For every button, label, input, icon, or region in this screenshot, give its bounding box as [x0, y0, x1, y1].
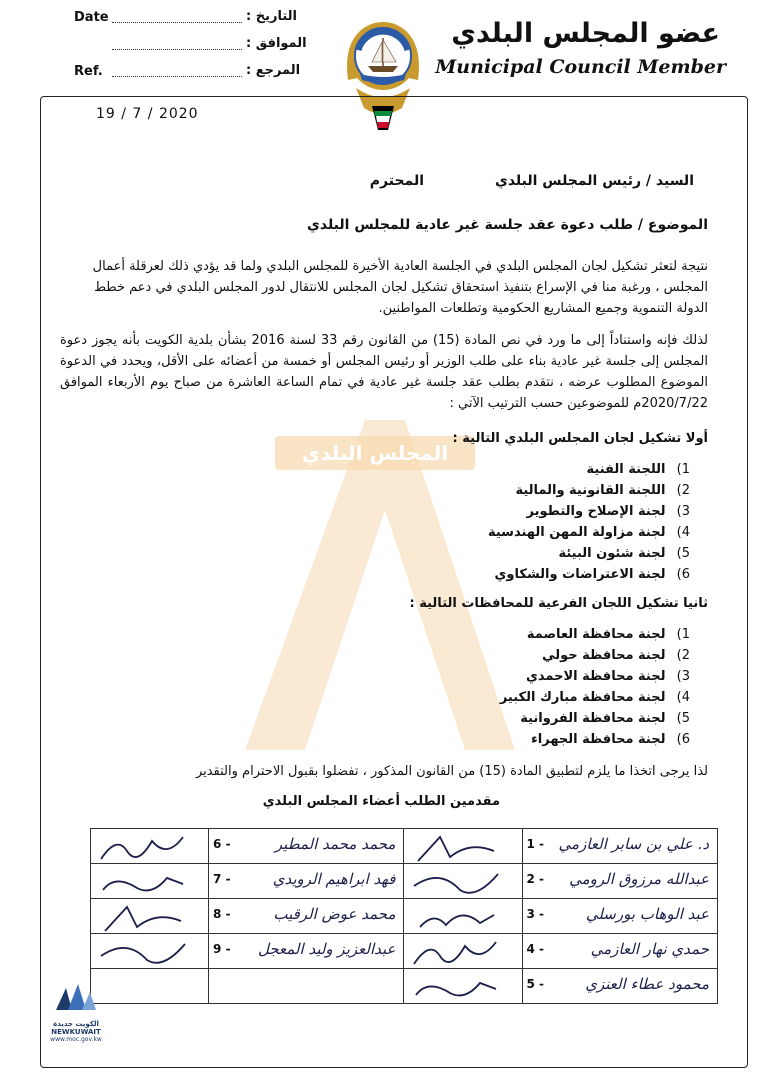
list-item-number: 5)	[676, 711, 690, 726]
signature-cell	[91, 899, 209, 934]
member-handwritten-name: عبدالعزيز وليد المعجل	[257, 940, 396, 958]
list-item	[290, 666, 690, 687]
new-kuwait-logo-icon	[46, 980, 106, 1016]
signature-cell	[91, 969, 209, 1004]
member-number: 2 -	[526, 872, 545, 886]
member-name-cell	[522, 899, 717, 934]
table-row	[91, 829, 718, 864]
table-row	[91, 899, 718, 934]
brand-title-en: Municipal Council Member	[435, 56, 726, 78]
list-item	[290, 729, 690, 750]
signature-icon	[410, 936, 500, 970]
member-name-cell	[522, 969, 717, 1004]
signature-icon	[97, 901, 187, 935]
signature-icon	[97, 936, 187, 970]
list-item-text: لجنة مزاولة المهن الهندسية	[487, 525, 666, 540]
date-line	[112, 22, 242, 23]
list-item	[290, 501, 690, 522]
corresponding-line	[112, 49, 242, 50]
table-row	[91, 934, 718, 969]
section2-title: ثانيا تشكيل اللجان الفرعية للمحافظات التالية :	[409, 596, 708, 611]
paragraph-intro: نتيجة لتعثر تشكيل لجان المجلس البلدي في الجلسة العادية الأخيرة للمجلس البلدي ولما قد يؤدي ذلك لعرقلة أعمال المجلس ، ورغبة منا في الإسراع بتنفيذ استحقاق تشكيل لجان المجلس للانتقال لدور المجلس البلدي في دعم خطط الدولة التنموية وجميع المشاريع الحكومية وتطلعات المواطنين.	[92, 259, 708, 316]
signature-cell	[91, 864, 209, 899]
list-item	[290, 564, 690, 585]
addressee-name: السيد / رئيس المجلس البلدي	[495, 173, 694, 189]
paragraph-legal-basis: لذلك فإنه واستناداً إلى ما ورد في نص المادة (15) من القانون رقم 33 لسنة 2016 بشأن بلدية الكويت بأنه يجوز دعوة المجلس إلى جلسة غير عادية بناء على طلب الوزير أو رئيس المجلس أو خمسة من أعضائه على الأقل، ويحدد في الدعوة الموضوع المطلوب عرضه ، نتقدم بطلب عقد جلسة غير عادية في تمام الساعة العاشرة من صباح يوم الأربعاء الموافق 2020/7/22م للموضوعين حسب الترتيب الآتي :	[60, 333, 708, 411]
list-item	[290, 522, 690, 543]
signature-icon	[410, 971, 500, 1005]
signature-icon	[410, 866, 500, 900]
list-item-number: 1)	[676, 462, 690, 477]
list-item	[290, 459, 690, 480]
date-label-en: Date	[74, 10, 109, 25]
new-kuwait-logo	[46, 980, 106, 1050]
ref-label-ar: المرجع :	[246, 63, 301, 78]
corresponding-label-ar: الموافق :	[246, 36, 307, 51]
signature-cell	[91, 934, 209, 969]
closing-line: لذا يرجى اتخذا ما يلزم لتطبيق المادة (15) من القانون المذكور ، تفضلوا بقبول الاحترام والتقدير	[195, 764, 708, 779]
signers-title: مقدمين الطلب أعضاء المجلس البلدي	[262, 794, 500, 809]
honorific: المحترم	[369, 173, 424, 189]
member-number: 9 -	[213, 942, 231, 956]
list-item-text: لجنة محافظة الجهراء	[531, 732, 666, 747]
member-name-cell	[209, 864, 404, 899]
ref-label-en: Ref.	[74, 64, 103, 79]
signature-icon	[410, 831, 500, 865]
member-handwritten-name: عبدالله مرزوق الرومي	[569, 870, 709, 888]
member-number: 7 -	[213, 872, 231, 886]
list-item-text: لجنة محافظة الاحمدي	[525, 669, 666, 684]
signature-icon	[97, 866, 187, 900]
member-name-cell	[209, 969, 404, 1004]
signature-cell	[404, 829, 522, 864]
signature-icon	[97, 831, 187, 865]
signature-icon	[410, 901, 500, 935]
section1-title: أولا تشكيل لجان المجلس البلدي التالية :	[452, 431, 708, 446]
logo-text-en: NEWKUWAIT	[51, 1028, 101, 1036]
list-item-text: لجنة الاعتراضات والشكاوي	[494, 567, 666, 582]
member-number: 5 -	[526, 977, 545, 991]
member-number: 3 -	[526, 907, 545, 921]
ref-line	[112, 76, 242, 77]
table-row	[91, 864, 718, 899]
member-number: 1 -	[526, 837, 545, 851]
member-name-cell	[522, 934, 717, 969]
member-number: 4 -	[526, 942, 545, 956]
section2-list	[290, 624, 690, 750]
member-handwritten-name: محمد محمد المطير	[274, 835, 396, 853]
member-name-cell	[522, 829, 717, 864]
member-number: 8 -	[213, 907, 231, 921]
list-item-number: 6)	[676, 567, 690, 582]
list-item-number: 5)	[676, 546, 690, 561]
list-item-text: لجنة محافظة مبارك الكبير	[499, 690, 666, 705]
member-number: 6 -	[213, 837, 231, 851]
list-item	[290, 480, 690, 501]
list-item-text: لجنة محافظة الفروانية	[520, 711, 666, 726]
signature-cell	[91, 829, 209, 864]
member-handwritten-name: د. علي بن سابر العازمي	[558, 835, 709, 853]
list-item-number: 3)	[676, 504, 690, 519]
letter-date: 19 / 7 / 2020	[96, 106, 199, 122]
list-item-number: 6)	[676, 732, 690, 747]
list-item	[290, 645, 690, 666]
list-item	[290, 543, 690, 564]
list-item-text: لجنة محافظة العاصمة	[526, 627, 666, 642]
signature-cell	[404, 864, 522, 899]
list-item	[290, 687, 690, 708]
addressee-line	[94, 173, 694, 189]
list-item-number: 2)	[676, 648, 690, 663]
brand-title-ar: عضو المجلس البلدي	[451, 18, 720, 49]
list-item-text: اللجنة القانونية والمالية	[515, 483, 666, 498]
member-handwritten-name: عبد الوهاب بورسلي	[585, 905, 709, 923]
signature-table	[90, 828, 718, 1004]
list-item-number: 2)	[676, 483, 690, 498]
list-item-number: 4)	[676, 525, 690, 540]
list-item-text: لجنة شئون البيئة	[558, 546, 666, 561]
date-label-ar: التاريخ :	[246, 9, 297, 24]
subject-line: الموضوع / طلب دعوة عقد جلسة غير عادية للمجلس البلدي	[307, 217, 708, 233]
list-item-text: لجنة محافظة حولي	[542, 648, 666, 663]
member-name-cell	[522, 864, 717, 899]
list-item-text: اللجنة الفنية	[586, 462, 666, 477]
list-item	[290, 708, 690, 729]
member-handwritten-name: محمد عوض الرقيب	[273, 905, 396, 923]
signature-cell	[404, 969, 522, 1004]
table-row	[91, 969, 718, 1004]
list-item-text: لجنة الإصلاح والتطوير	[526, 504, 666, 519]
member-handwritten-name: محمود عطاء العنزي	[585, 975, 709, 993]
list-item-number: 4)	[676, 690, 690, 705]
signature-cell	[404, 934, 522, 969]
logo-url: www.moc.gov.kw	[50, 1036, 102, 1043]
list-item	[290, 624, 690, 645]
list-item-number: 1)	[676, 627, 690, 642]
signature-cell	[404, 899, 522, 934]
member-name-cell	[209, 829, 404, 864]
member-name-cell	[209, 934, 404, 969]
logo-text-ar: الكويت جديدة	[53, 1020, 99, 1028]
member-name-cell	[209, 899, 404, 934]
list-item-number: 3)	[676, 669, 690, 684]
member-handwritten-name: حمدي نهار العازمي	[590, 940, 709, 958]
watermark-text: المجلس البلدي	[301, 441, 449, 465]
section1-list	[290, 459, 690, 585]
member-handwritten-name: فهد ابراهيم الرويدي	[272, 870, 396, 888]
